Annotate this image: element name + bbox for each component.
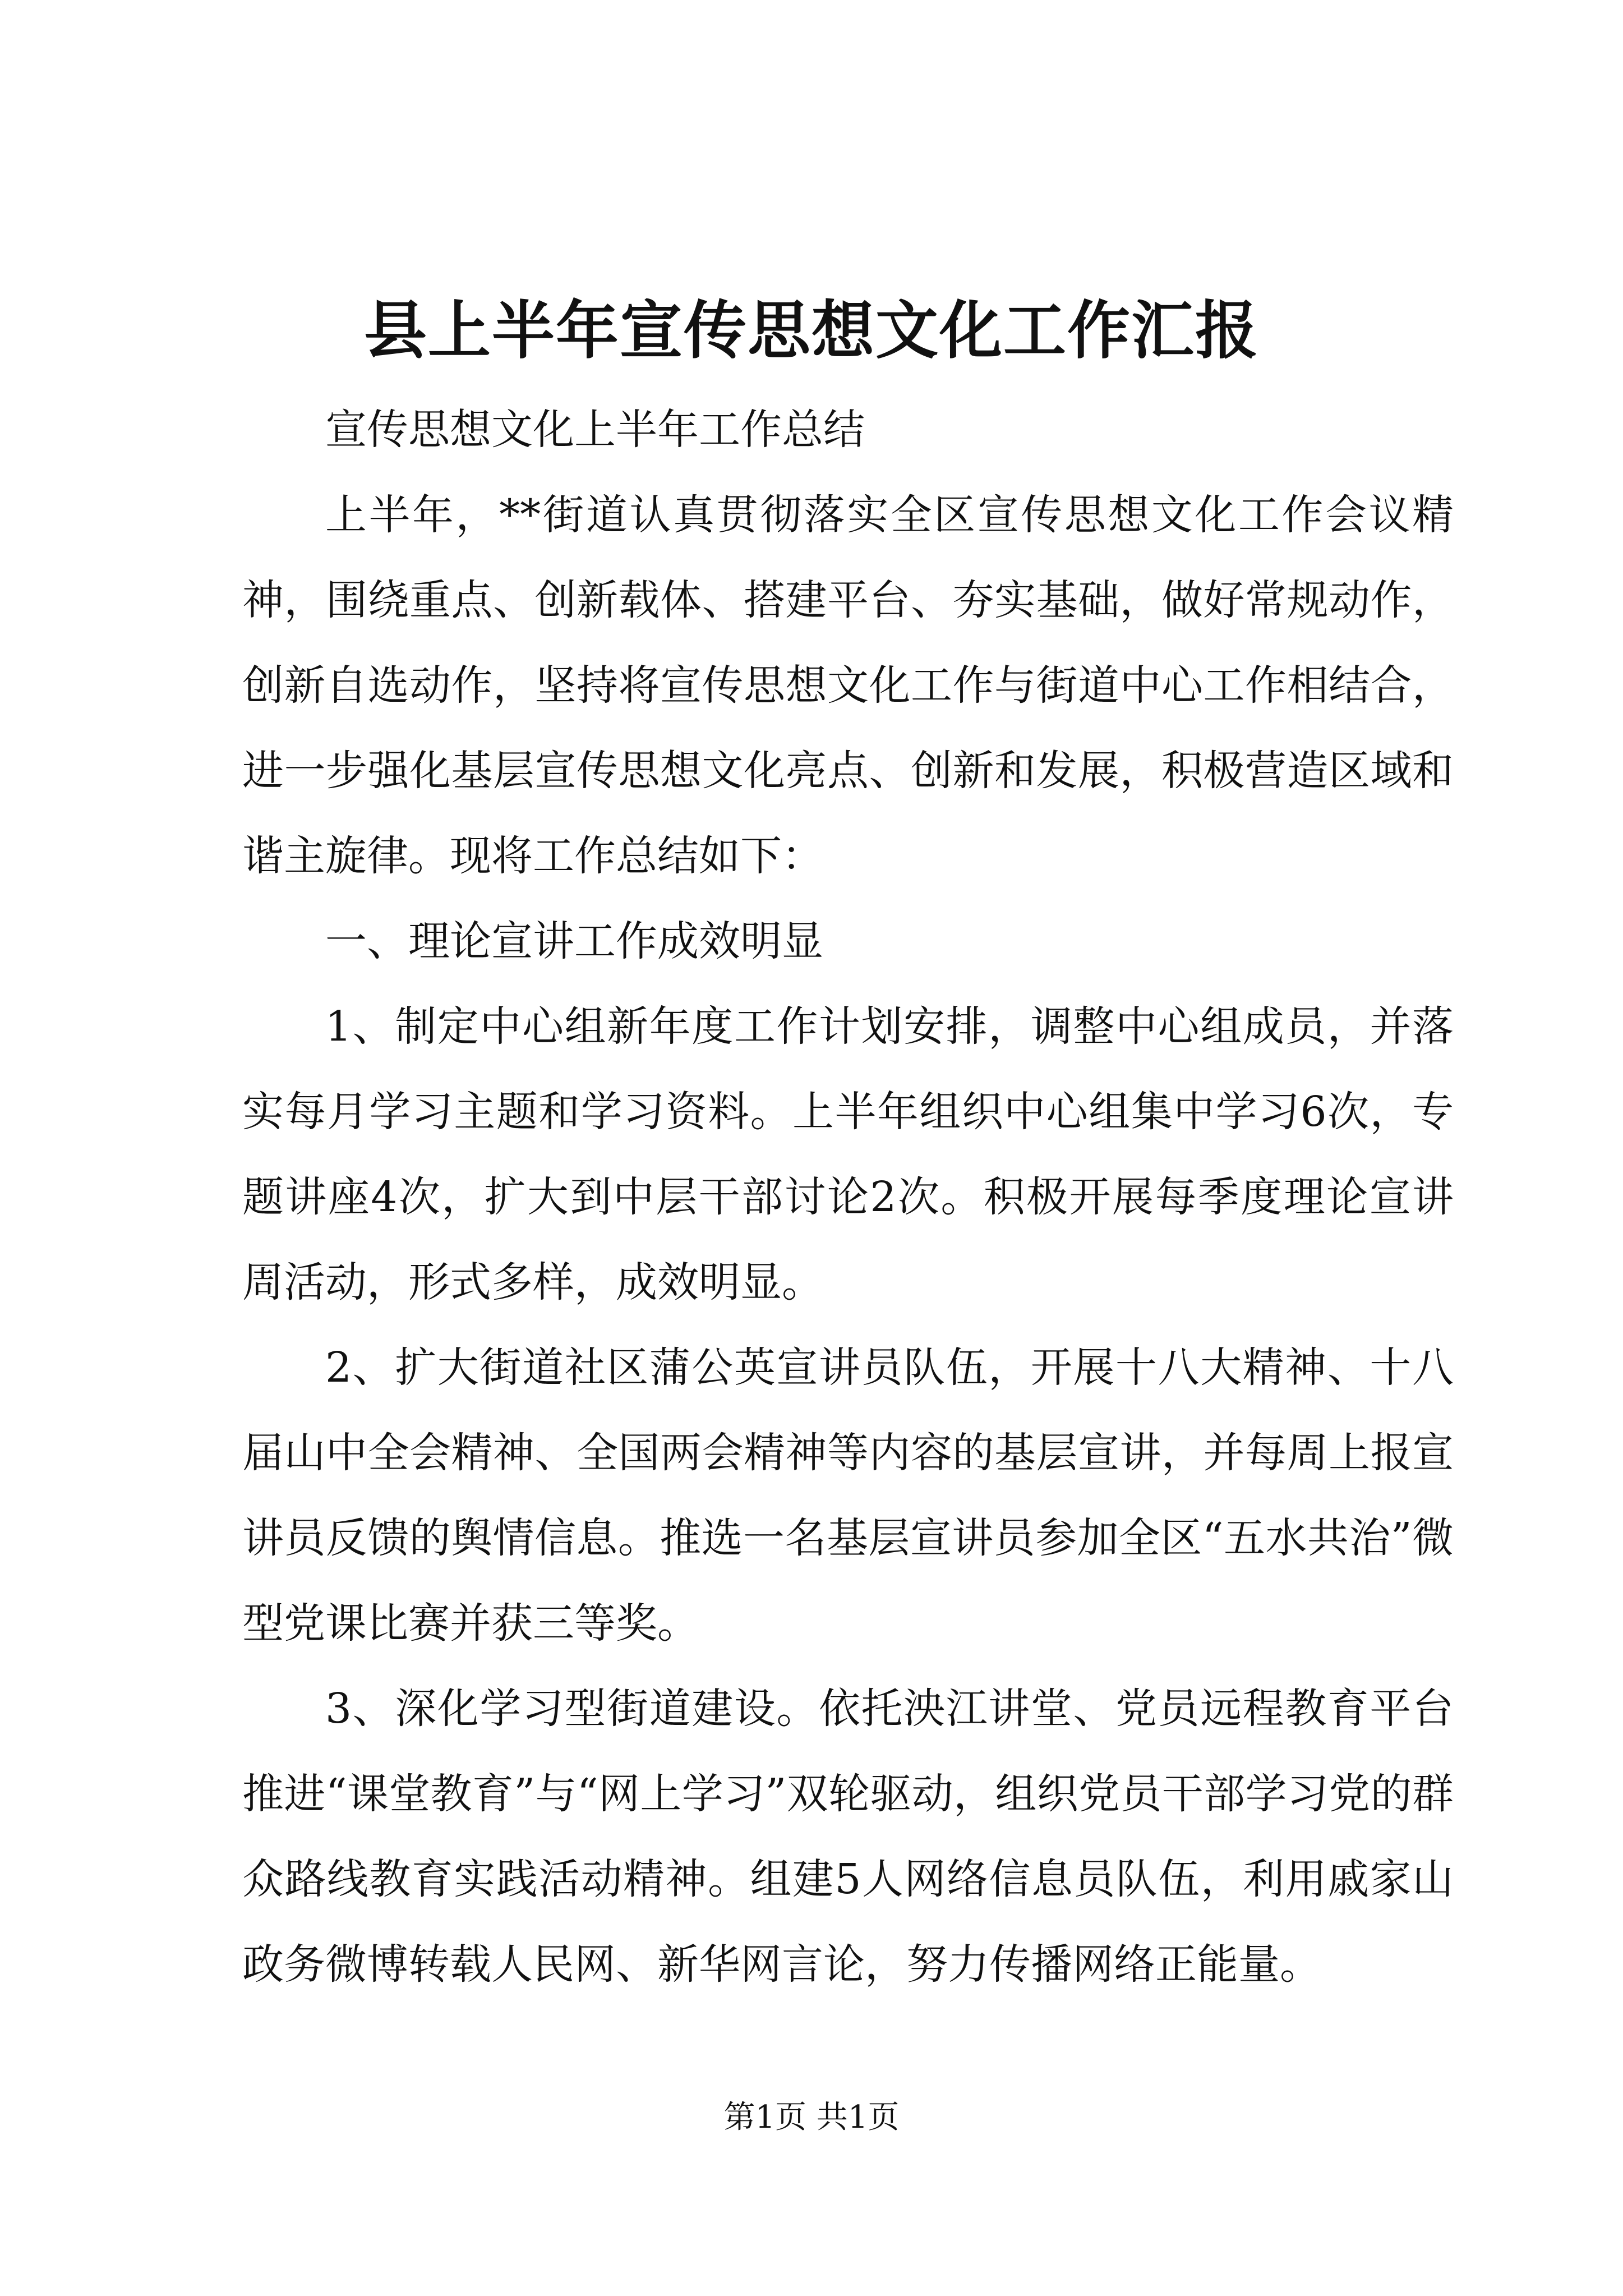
page-footer: 第1页 共1页 [723, 2099, 900, 2136]
document-title: 县上半年宣传思想文化工作汇报 [364, 294, 1259, 367]
item-paragraph-3: 3、深化学习型街道建设。依托泱江讲堂、党员远程教育平台推进“课堂教育”与“网上学习”双轮驱动，组织党员干部学习党的群众路线教育实践活动精神。组建5人网络信息员队伍，利用戚家山政务微博转载人民网、新华网言论，努力传播网络正能量。 [242, 1685, 1454, 1989]
section-heading: 一、理论宣讲工作成效明显 [325, 917, 823, 965]
item-paragraph-2: 2、扩大街道社区蒲公英宣讲员队伍，开展十八大精神、十八届山中全会精神、全国两会精神等内容的基层宣讲，并每周上报宣讲员反馈的舆情信息。推选一名基层宣讲员参加全区“五水共治”微型党课比赛并获三等奖。 [242, 1343, 1454, 1648]
intro-paragraph: 上半年，**街道认真贯彻落实全区宣传思想文化工作会议精神，围绕重点、创新载体、搭建平台、夯实基础，做好常规动作，创新自选动作，坚持将宣传思想文化工作与街道中心工作相结合，进一步强化基层宣传思想文化亮点、创新和发展，积极营造区域和谐主旋律。现将工作总结如下： [242, 491, 1454, 880]
item-paragraph-1: 1、制定中心组新年度工作计划安排，调整中心组成员，并落实每月学习主题和学习资料。上半年组织中心组集中学习6次，专题讲座4次，扩大到中层干部讨论2次。积极开展每季度理论宣讲周活动，形式多样，成效明显。 [242, 1002, 1454, 1306]
document-body [242, 387, 1454, 2007]
subtitle-paragraph: 宣传思想文化上半年工作总结 [325, 406, 865, 454]
